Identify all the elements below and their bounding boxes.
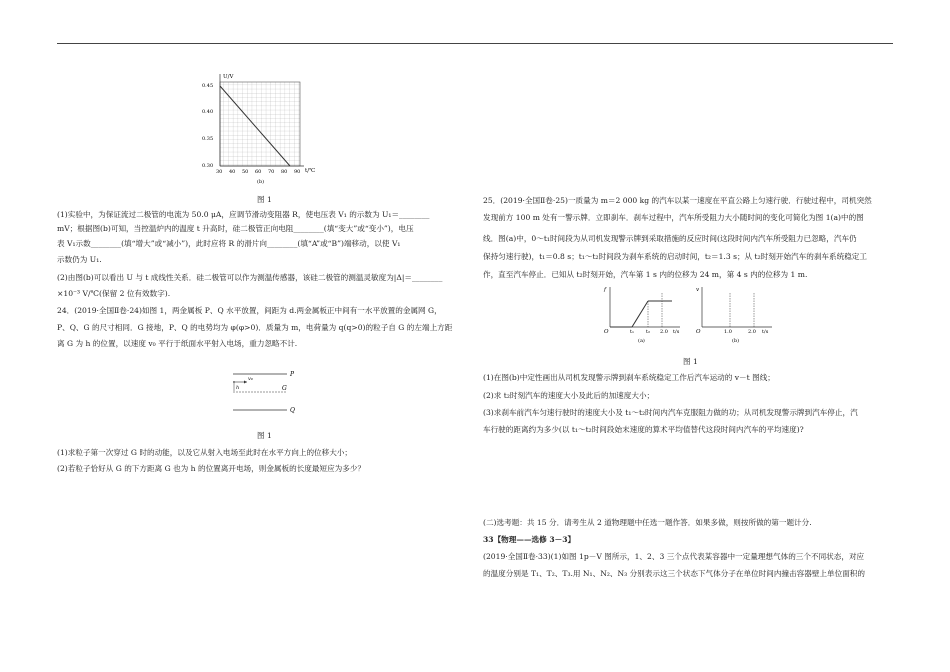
label-t1: t₁ — [630, 329, 635, 335]
label-f: f — [604, 287, 607, 293]
q24-question: (2)若粒子恰好从 G 的下方距离 G 也为 h 的位置离开电场，则金属板的长度最短应为多少？ — [57, 464, 366, 473]
label-t2: t₂ — [646, 329, 651, 335]
elective-line: (二)选考题：共 15 分．请考生从 2 道物理题中任选一题作答．如果多做，则按所做的第一题计分. — [483, 518, 812, 527]
elective-line: 的温度分别是 T₁、T₂、T₃.用 N₁、N₂、N₃ 分别表示这三个状态下气体分子在单位时间内撞击容器壁上单位面积的 — [483, 569, 865, 578]
ytick: 0.40 — [202, 109, 214, 115]
xtick: 40 — [229, 169, 236, 175]
sub-label: (b) — [257, 179, 265, 185]
label-t: t/s — [673, 329, 680, 335]
figure-caption: 图 1 — [257, 195, 272, 204]
label-Q: Q — [290, 407, 295, 414]
label-10: 1.0 — [724, 329, 732, 335]
sub-label: (a) — [638, 338, 645, 344]
q25-line: 保持匀速行驶)，t₁＝0.8 s；t₁～t₂时间段为刹车系统的启动时间，t₂＝1.3 s；从 t₂时刻开始汽车的刹车系统稳定工 — [483, 252, 867, 261]
q24-line: 离 G 为 h 的位置，以速度 v₀ 平行于纸面水平射入电场，重力忽略不计. — [57, 339, 298, 348]
ylabel: U/V — [223, 74, 234, 80]
q25-line: 线．图(a)中，0～t₁时间段为从司机发现警示牌到采取措施的反应时间(这段时间内汽车所受阻力已忽略，汽车仍 — [483, 234, 857, 243]
xlabel: t/℃ — [305, 168, 316, 174]
q24-line: P、Q、G 的尺寸相同．G 接地，P、Q 的电势均为 φ(φ>0)．质量为 m，电荷量为 q(q>0)的粒子自 G 的左端上方距 — [57, 323, 453, 332]
figure-ut-graph — [200, 72, 330, 187]
figure-plates — [225, 366, 305, 416]
q25-question: 车行驶的距离约为多少(以 t₁～t₂时间段始末速度的算术平均值替代这段时间内汽车的平均速度)? — [483, 425, 804, 434]
xtick: 30 — [216, 169, 223, 175]
q23-line: 表 V₁示数________(填“增大”或“减小”)，此时应将 R 的滑片向________(填“A”或“B”)端移动，以使 V₁ — [57, 239, 401, 248]
label-G: G — [282, 385, 287, 392]
label-P: P — [290, 371, 295, 378]
q25-question: (1)在图(b)中定性画出从司机发现警示牌到刹车系统稳定工作后汽车运动的 v－t 图线； — [483, 373, 775, 382]
q25-line: 发现前方 100 m 处有一警示牌．立即刹车．刹车过程中，汽车所受阻力大小随时间的变化可简化为图 1(a)中的图 — [483, 213, 864, 222]
label-O: O — [604, 329, 609, 335]
label-h: h — [236, 385, 240, 391]
xtick: 80 — [281, 169, 288, 175]
figure-caption: 图 1 — [257, 431, 272, 440]
xtick: 70 — [268, 169, 275, 175]
figure-caption: 图 1 — [683, 357, 698, 366]
header-rule — [57, 43, 893, 44]
ytick: 0.30 — [202, 163, 214, 169]
q25-line: 25．(2019·全国Ⅱ卷·25)一质量为 m＝2 000 kg 的汽车以某一速度在平直公路上匀速行驶．行驶过程中，司机突然 — [483, 196, 872, 205]
q24-line: 24．(2019·全国Ⅱ卷·24)如图 1，两金属板 P、Q 水平放置，间距为 d.两金属板正中间有一水平放置的金属网 G， — [57, 306, 442, 315]
ytick: 0.35 — [202, 136, 214, 142]
label-O: O — [696, 329, 701, 335]
q23-line: 示数仍为 U₁. — [57, 255, 102, 264]
elective-line: (2019·全国Ⅱ卷·33)(1)如图 1p－V 图所示，1、2、3 三个点代表某容器中一定量理想气体的三个不同状态，对应 — [483, 552, 865, 561]
xtick: 60 — [255, 169, 262, 175]
q25-line: 作，直至汽车停止．已知从 t₂时刻开始，汽车第 1 s 内的位移为 24 m，第 4 s 内的位移为 1 m. — [483, 270, 808, 279]
xtick: 90 — [294, 169, 301, 175]
label-20: 2.0 — [660, 329, 668, 335]
label-v: v — [696, 287, 700, 293]
label-t: t/s — [762, 329, 769, 335]
figure-vt-graph — [692, 283, 782, 345]
q25-question: (3)求刹车前汽车匀速行驶时的速度大小及 t₁～t₂时间内汽车克服阻力做的功；从司机发现警示牌到汽车停止，汽 — [483, 408, 858, 417]
q23-line: ×10⁻³ V/℃(保留 2 位有效数字). — [57, 289, 171, 298]
label-v0: v₀ — [248, 376, 253, 382]
label-20: 2.0 — [748, 329, 756, 335]
q23-line: (1)实验中，为保证流过二极管的电流为 50.0 μA，应调节滑动变阻器 R，使电压表 V₁ 的示数为 U₁＝________ — [57, 210, 430, 219]
figure-ft-graph — [600, 283, 690, 345]
q25-question: (2)求 t₂时刻汽车的速度大小及此后的加速度大小； — [483, 391, 655, 400]
q23-line: (2)由图(b)可以看出 U 与 t 成线性关系．硅二极管可以作为测温传感器，该硅二极管的测温灵敏度为|Δ|＝________ — [57, 273, 443, 282]
elective-heading: 33【物理——选修 3－3】 — [483, 535, 576, 544]
q24-question: (1)求粒子第一次穿过 G 时的动能，以及它从射入电场至此时在水平方向上的位移大小； — [57, 448, 353, 457]
ytick: 0.45 — [202, 83, 214, 89]
xtick: 50 — [242, 169, 249, 175]
sub-label: (b) — [732, 338, 740, 344]
q23-line: mV；根据图(b)可知，当控温炉内的温度 t 升高时，硅二极管正向电阻________(填“变大”或“变小”)，电压 — [57, 224, 414, 233]
